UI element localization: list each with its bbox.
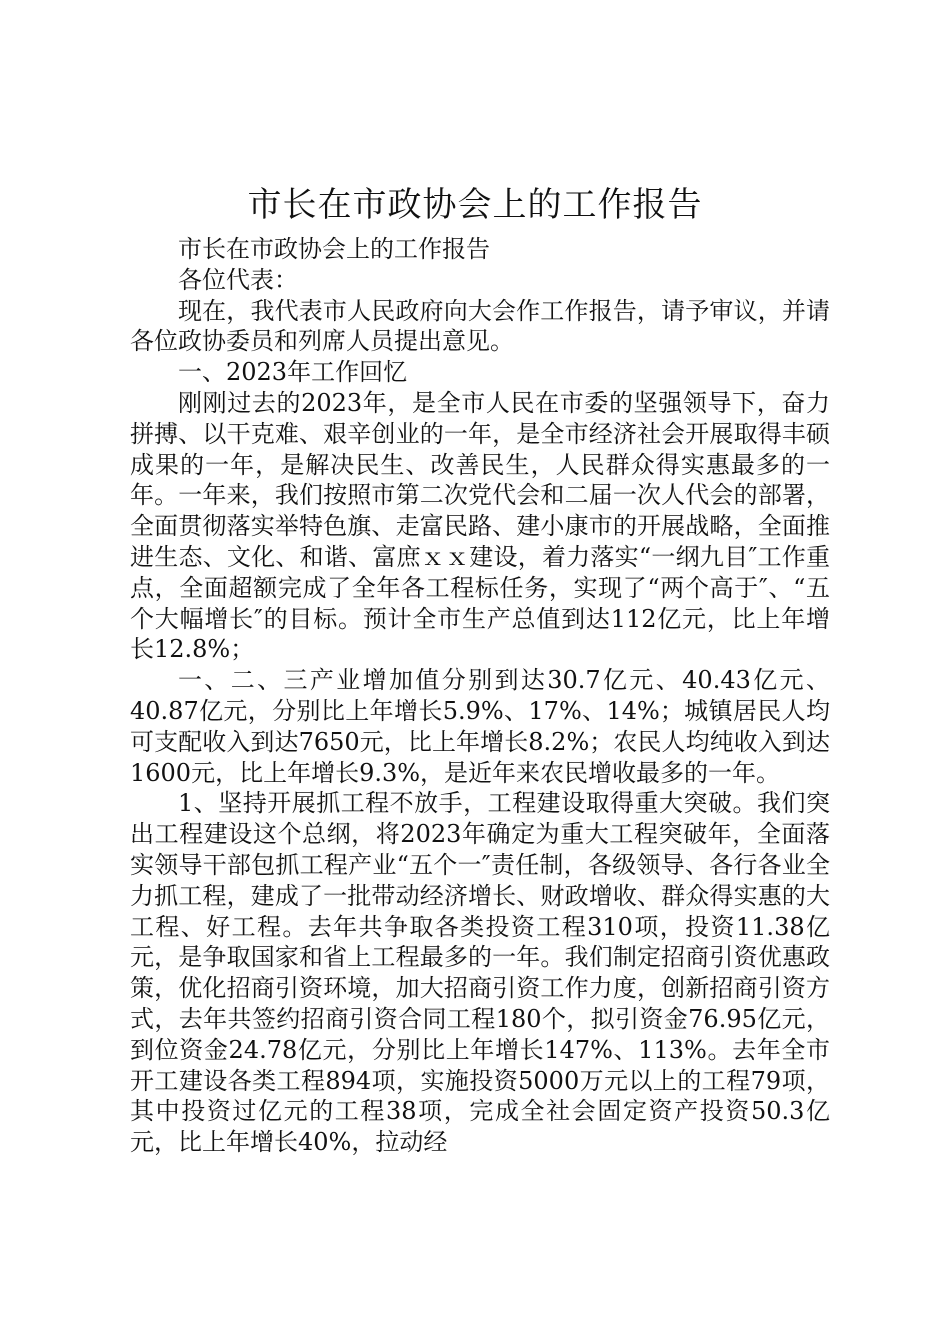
document-body xyxy=(130,234,830,1158)
paragraph-review: 刚刚过去的2023年，是全市人民在市委的坚强领导下，奋力拼搏、以干克难、艰辛创业的一年，是全市经济社会开展取得丰硕成果的一年，是解决民生、改善民生，人民群众得实惠最多的一年。一年来，我们按照市第二次党代会和二届一次人代会的部署，全面贯彻落实举特色旗、走富民路、建小康市的开展战略，全面推进生态、文化、和谐、富庶ｘｘ建设，着力落实“一纲九目″工作重点，全面超额完成了全年各工程标任务，实现了“两个高于″、“五个大幅增长″的目标。预计全市生产总值到达112亿元，比上年增长12.8%； xyxy=(130,388,830,664)
paragraph-salutation: 各位代表： xyxy=(178,265,298,294)
paragraph-intro: 现在，我代表市人民政府向大会作工作报告，请予审议，并请各位政协委员和列席人员提出意见。 xyxy=(130,296,830,356)
section-heading: 一、2023年工作回忆 xyxy=(178,358,408,387)
document-title: 市长在市政协会上的工作报告 xyxy=(247,185,703,225)
paragraph-projects: 1、坚持开展抓工程不放手，工程建设取得重大突破。我们突出工程建设这个总纲，将2023年确定为重大工程突破年，全面落实领导干部包抓工程产业“五个一″责任制，各级领导、各行各业全力抓工程，建成了一批带动经济增长、财政增收、群众得实惠的大工程、好工程。去年共争取各类投资工程310项，投资11.38亿元，是争取国家和省上工程最多的一年。我们制定招商引资优惠政策，优化招商引资环境，加大招商引资工作力度，创新招商引资方式，去年共签约招商引资合同工程180个，拟引资金76.95亿元，到位资金24.78亿元，分别比上年增长147%、113%。去年全市开工建设各类工程894项，实施投资5000万元以上的工程79项，其中投资过亿元的工程38项，完成全社会固定资产投资50.3亿元，比上年增长40%，拉动经 xyxy=(130,789,830,1157)
paragraph-industry: 一、二、三产业增加值分别到达30.7亿元、40.43亿元、40.87亿元，分别比上年增长5.9%、17%、14%；城镇居民人均可支配收入到达7650元，比上年增长8.2%；农民人均纯收入到达1600元，比上年增长9.3%，是近年来农民增收最多的一年。 xyxy=(130,666,830,787)
paragraph-subtitle: 市长在市政协会上的工作报告 xyxy=(178,235,490,263)
